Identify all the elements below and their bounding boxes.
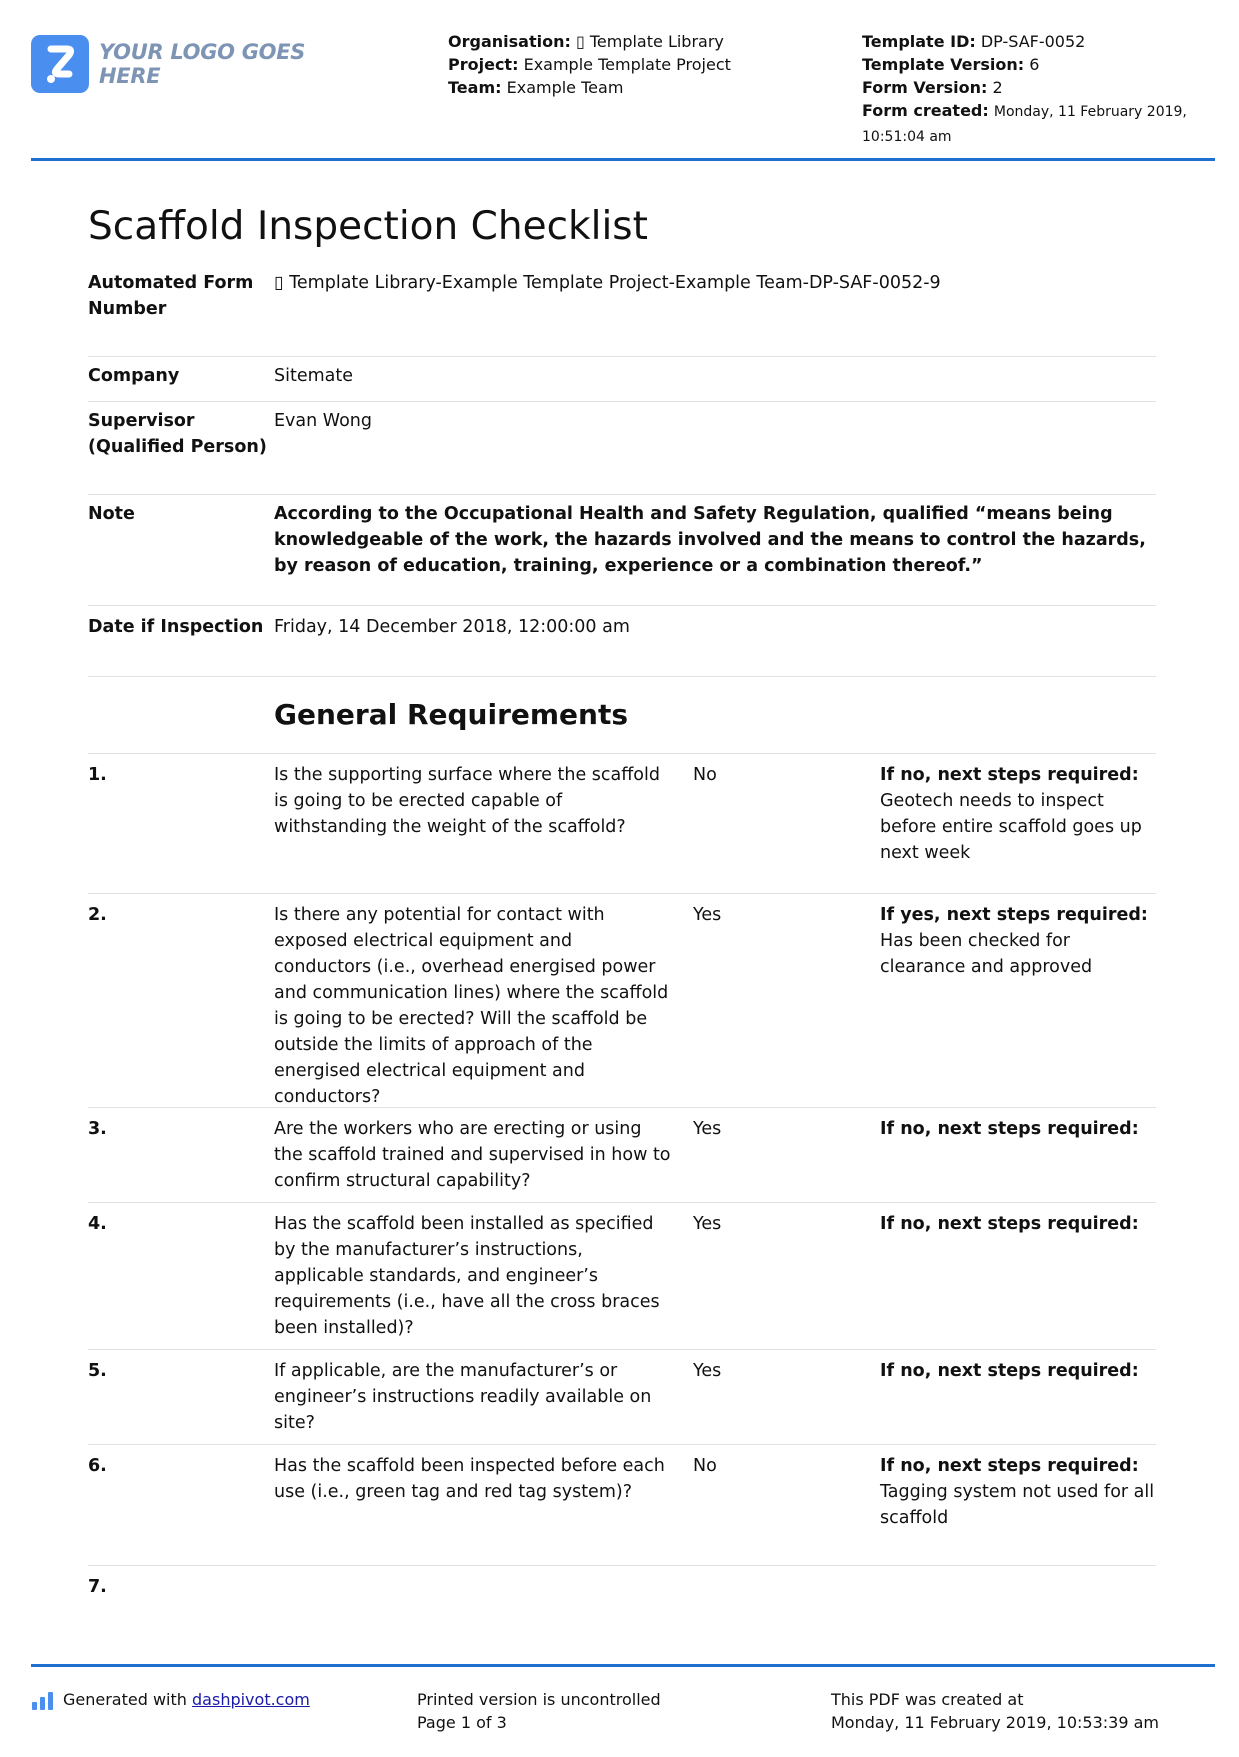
item-number: 1.: [88, 765, 107, 785]
field-label: Company: [88, 366, 180, 386]
field-row-note: [88, 495, 1156, 606]
template-meta: [862, 30, 1212, 149]
field-row-supervisor: [88, 402, 1156, 495]
item-next-steps: If no, next steps required:: [880, 1361, 1139, 1381]
item-next-steps: If yes, next steps required: Has been checked for clearance and approved: [880, 905, 1148, 977]
checklist-item: [88, 1566, 1156, 1610]
field-value: Sitemate: [274, 366, 353, 386]
field-value: ▯ Template Library-Example Template Project-Example Team-DP-SAF-0052-9: [274, 273, 941, 293]
item-answer: [693, 1574, 880, 1610]
form-body: [88, 270, 1156, 1610]
item-answer: Yes: [693, 905, 722, 925]
project-meta: [448, 30, 731, 99]
item-number: 7.: [88, 1577, 107, 1597]
form-version-line: Form Version: 2: [862, 78, 1003, 97]
item-question: If applicable, are the manufacturer’s or engineer’s instructions readily available on site?: [274, 1361, 652, 1433]
template-version-line: Template Version: 6: [862, 55, 1040, 74]
project-line: Project: Example Template Project: [448, 55, 731, 74]
item-answer: No: [693, 765, 717, 785]
item-question: Is the supporting surface where the scaffold is going to be erected capable of withstanding the weight of the scaffold?: [274, 765, 660, 837]
item-number: 3.: [88, 1119, 107, 1139]
bar-chart-icon: [31, 1690, 55, 1710]
item-question: [274, 1574, 693, 1610]
company-logo: [31, 34, 341, 94]
page-header: [31, 0, 1215, 161]
generated-with: Generated with dashpivot.com: [31, 1688, 310, 1711]
organisation-line: Organisation: ▯ Template Library: [448, 32, 724, 51]
item-number: 5.: [88, 1361, 107, 1381]
item-next-steps: If no, next steps required: Tagging system not used for all scaffold: [880, 1456, 1155, 1528]
print-note: Printed version is uncontrolled Page 1 of 3: [417, 1690, 661, 1732]
checklist-item: [88, 1203, 1156, 1350]
form-created-line: Form created: Monday, 11 February 2019, 10:51:04 am: [862, 101, 1187, 145]
item-next-steps: If no, next steps required:: [880, 1214, 1139, 1234]
item-question: Are the workers who are erecting or using the scaffold trained and supervised in how to confirm structural capability?: [274, 1119, 671, 1191]
field-label: Supervisor (Qualified Person): [88, 411, 267, 457]
field-row-inspection-date: [88, 606, 1156, 677]
field-label: Note: [88, 504, 135, 524]
item-answer: Yes: [693, 1361, 722, 1381]
item-number: 4.: [88, 1214, 107, 1234]
item-question: Has the scaffold been installed as specified by the manufacturer’s instructions, applicable standards, and engineer’s requirements (i.e., have all the cross braces been installed)?: [274, 1214, 660, 1338]
item-next-steps: If no, next steps required:: [880, 1119, 1139, 1139]
field-row-company: [88, 357, 1156, 402]
item-number: 6.: [88, 1456, 107, 1476]
item-answer: No: [693, 1456, 717, 1476]
checklist-item: [88, 1108, 1156, 1203]
checklist-item: [88, 894, 1156, 1108]
item-answer: Yes: [693, 1119, 722, 1139]
page-number: Page 1 of 3: [417, 1713, 507, 1732]
field-row-form-number: [88, 270, 1156, 357]
logo-icon: [31, 35, 89, 93]
section-heading: General Requirements: [88, 677, 1156, 754]
field-value: According to the Occupational Health and Safety Regulation, qualified “means being knowledgeable of the work, the hazards involved and the means to control the hazards, by reason of education, training, experience or a combination thereof.”: [274, 504, 1146, 576]
logo-text: YOUR LOGO GOES HERE: [99, 40, 306, 88]
checklist-item: [88, 754, 1156, 894]
field-value: Evan Wong: [274, 411, 372, 431]
page-footer: [31, 1664, 1215, 1757]
item-question: Has the scaffold been inspected before each use (i.e., green tag and red tag system)?: [274, 1456, 665, 1502]
template-id-line: Template ID: DP-SAF-0052: [862, 32, 1086, 51]
item-next-steps: [880, 1574, 1156, 1610]
field-label: Date if Inspection: [88, 617, 264, 637]
item-number: 2.: [88, 905, 107, 925]
dashpivot-link[interactable]: dashpivot.com: [192, 1690, 310, 1709]
item-question: Is there any potential for contact with exposed electrical equipment and conductors (i.e., overhead energised power and communication lines) where the scaffold is going to be erected? Will the scaffold be outside the limits of approach of the energised electrical equipment and conductors?: [274, 905, 669, 1107]
checklist-item: [88, 1445, 1156, 1566]
checklist-item: [88, 1350, 1156, 1445]
field-value: Friday, 14 December 2018, 12:00:00 am: [274, 617, 630, 637]
team-line: Team: Example Team: [448, 78, 624, 97]
item-next-steps: If no, next steps required: Geotech needs to inspect before entire scaffold goes up next week: [880, 765, 1142, 863]
page-title: Scaffold Inspection Checklist: [88, 204, 648, 249]
field-label: Automated Form Number: [88, 273, 254, 319]
item-answer: Yes: [693, 1214, 722, 1234]
pdf-created: This PDF was created at Monday, 11 February 2019, 10:53:39 am: [831, 1690, 1159, 1732]
